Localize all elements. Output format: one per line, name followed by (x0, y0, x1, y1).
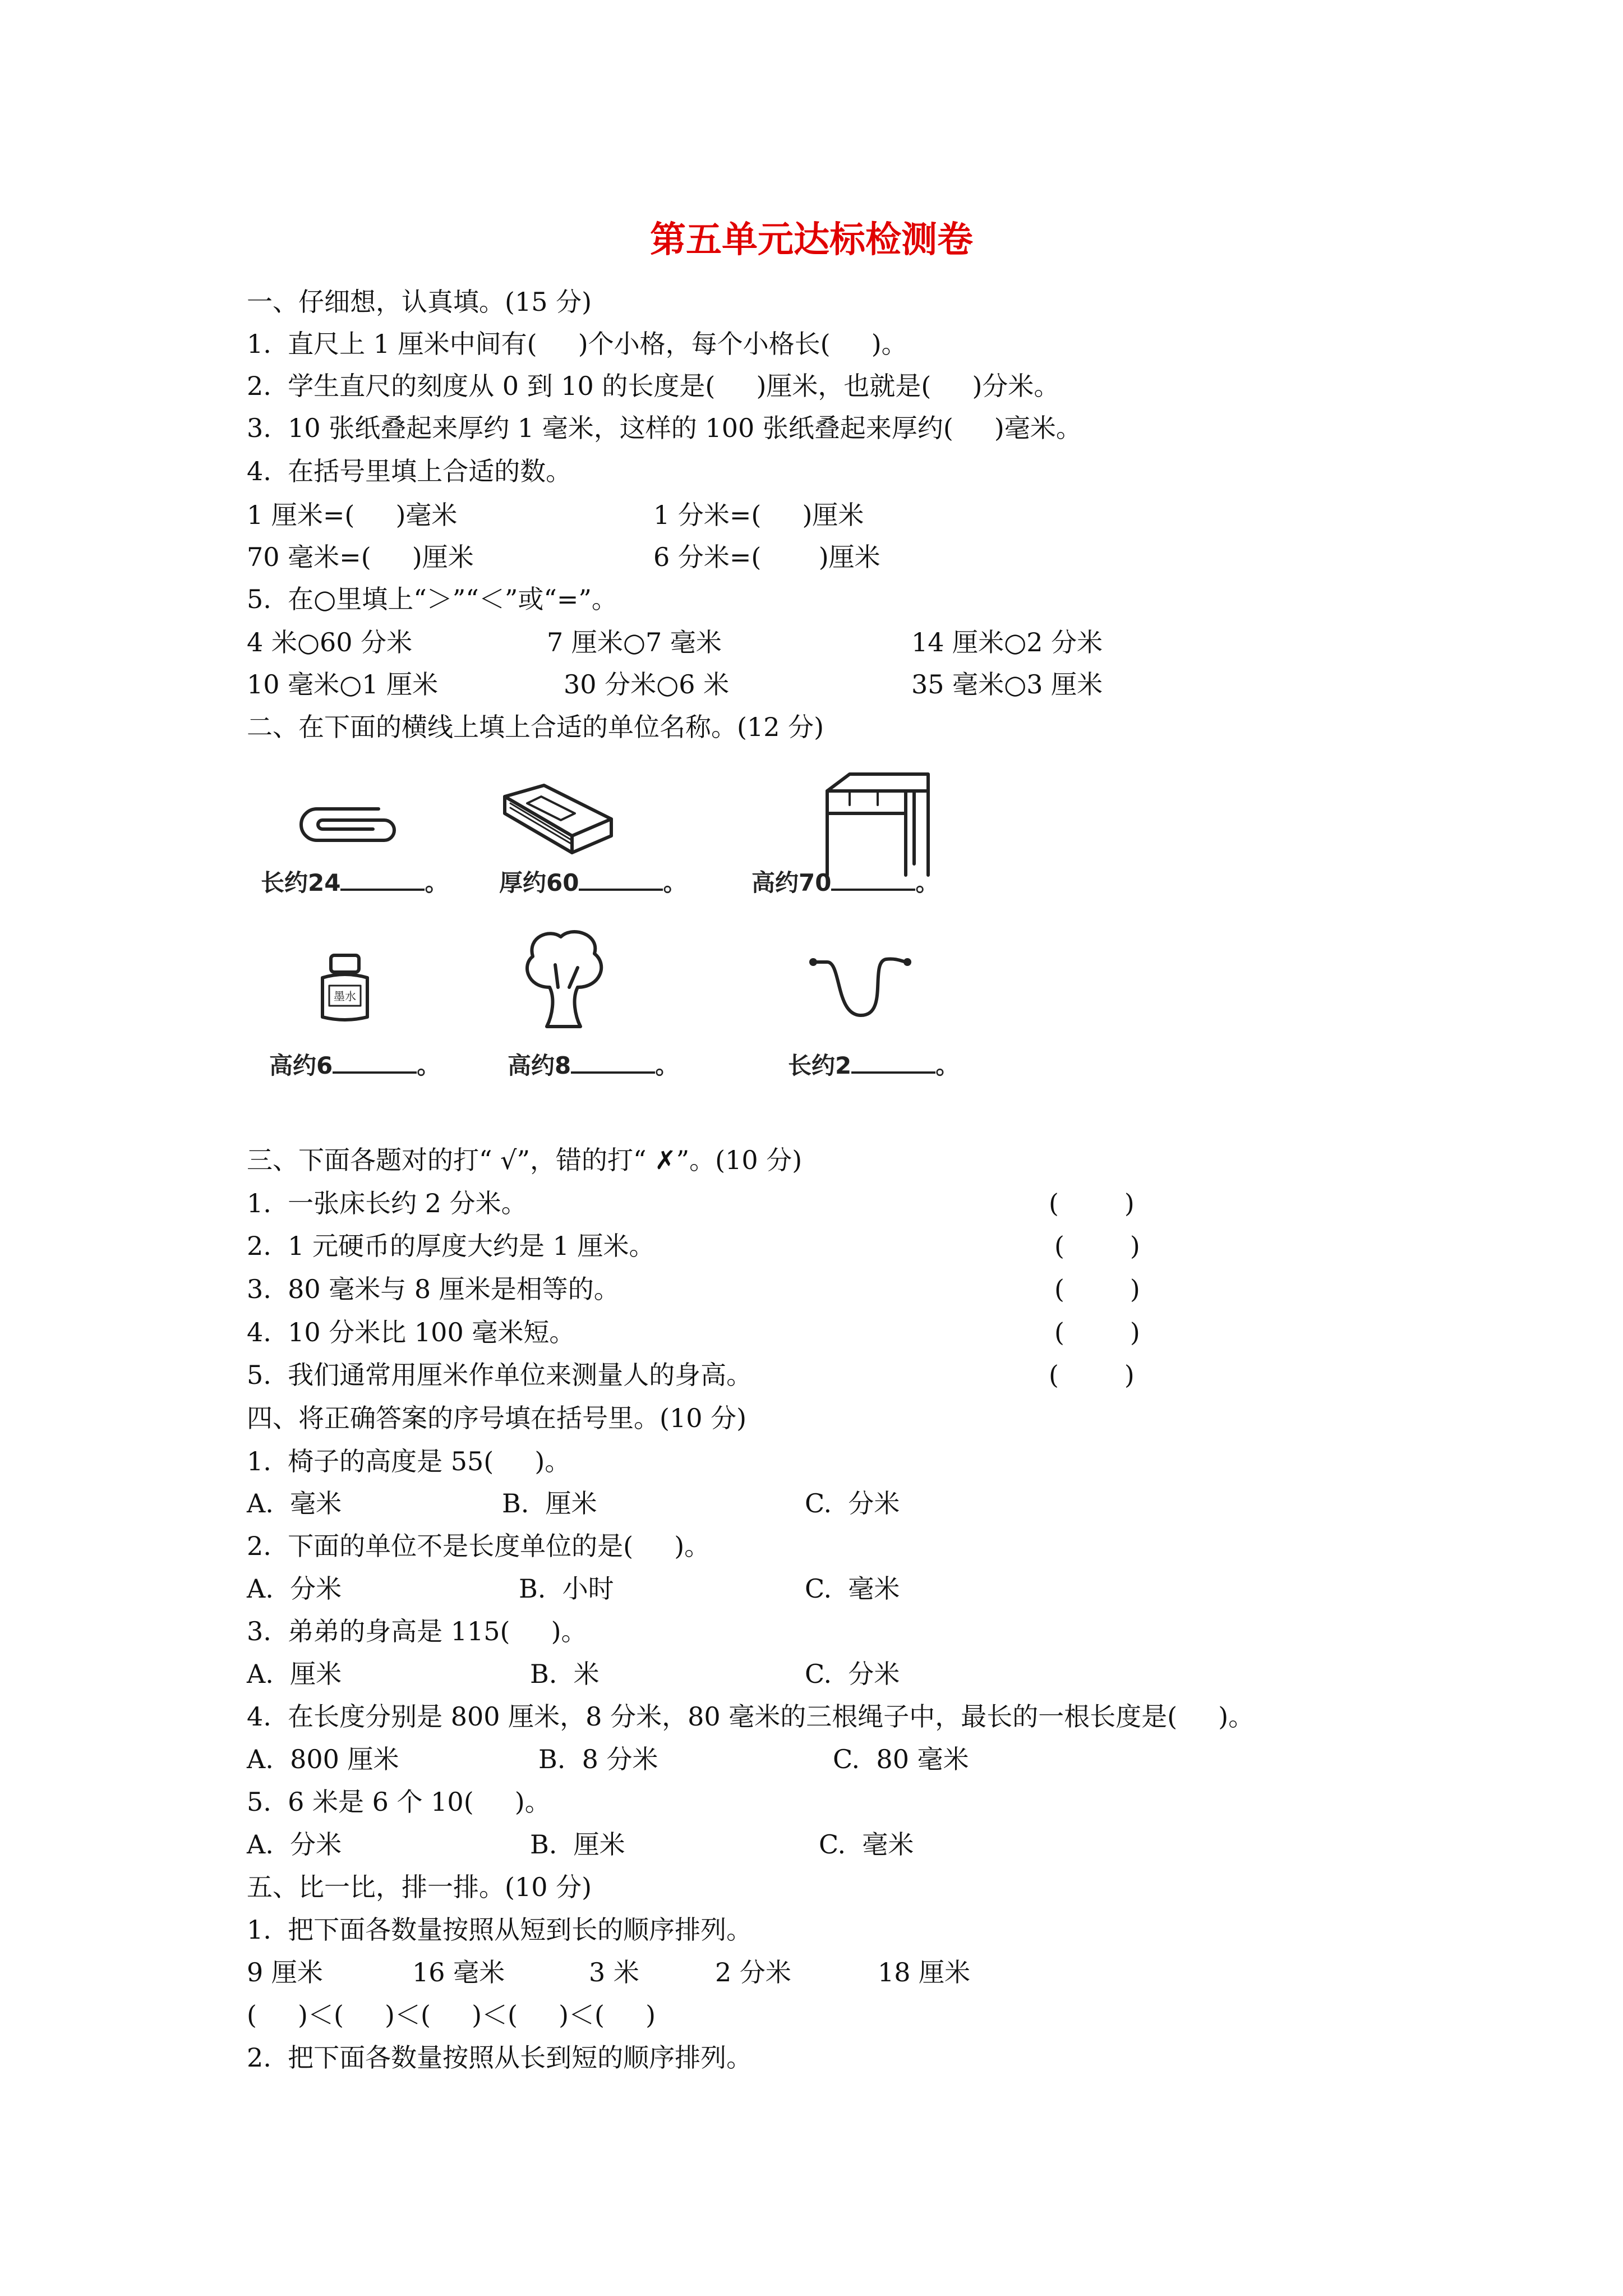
question-text: 2. 学生直尺的刻度从 0 到 10 的长度是( )厘米，也就是( )分米。 (247, 371, 1060, 401)
judge-paren[interactable]: ( ) (1054, 1231, 1140, 1261)
section-5-heading: 五、比一比，排一排。(10 分) (247, 1872, 592, 1902)
judge-paren[interactable]: ( ) (1049, 1360, 1135, 1390)
section-3-heading: 三、下面各题对的打“ √”，错的打“ ✗”。(10 分) (247, 1145, 803, 1175)
caption-table: 高约70 。 (751, 869, 939, 896)
option-c[interactable]: C. 毫米 (819, 1829, 914, 1860)
judge-item: 3. 80 毫米与 8 厘米是相等的。 (247, 1274, 620, 1304)
option-b[interactable]: B. 小时 (519, 1573, 614, 1604)
sort-item: 3 米 (589, 1957, 639, 1987)
answer-blank[interactable] (340, 869, 425, 891)
sort-item: 16 毫米 (412, 1957, 505, 1987)
sort-answer-row[interactable]: ( )＜( )＜( )＜( )＜( ) (247, 2000, 656, 2030)
compare-item: 7 厘米○7 毫米 (547, 627, 722, 657)
compare-item: 4 米○60 分米 (247, 627, 413, 657)
compare-item: 35 毫米○3 厘米 (911, 669, 1103, 700)
question-text: 3. 10 张纸叠起来厚约 1 毫米，这样的 100 张纸叠起来厚约( )毫米。 (247, 413, 1082, 443)
judge-item: 1. 一张床长约 2 分米。 (247, 1188, 527, 1218)
answer-blank[interactable] (831, 869, 915, 891)
option-b[interactable]: B. 厘米 (530, 1829, 625, 1860)
tree-icon (516, 926, 611, 1032)
section-4-heading: 四、将正确答案的序号填在括号里。(10 分) (247, 1403, 747, 1433)
judge-paren[interactable]: ( ) (1054, 1317, 1140, 1347)
option-c[interactable]: C. 分米 (805, 1488, 900, 1519)
question-text: 5. 在○里填上“＞”“＜”或“=”。 (247, 584, 617, 614)
question-text: 1. 把下面各数量按照从短到长的顺序排列。 (247, 1915, 753, 1945)
option-b[interactable]: B. 米 (530, 1659, 600, 1689)
compare-item: 30 分米○6 米 (564, 669, 730, 700)
option-a[interactable]: A. 分米 (247, 1573, 342, 1604)
fill-item: 70 毫米=( )厘米 (247, 542, 474, 572)
sort-item: 2 分米 (715, 1957, 791, 1987)
book-icon (494, 780, 617, 864)
fill-item: 1 分米=( )厘米 (653, 500, 864, 530)
question-text: 2. 下面的单位不是长度单位的是( )。 (247, 1531, 711, 1561)
table-icon (816, 769, 939, 881)
compare-item: 10 毫米○1 厘米 (247, 669, 439, 700)
section-1-heading: 一、仔细想，认真填。(15 分) (247, 287, 592, 317)
question-text: 3. 弟弟的身高是 115( )。 (247, 1616, 587, 1646)
page-title: 第五单元达标检测卷 (650, 219, 973, 261)
option-c[interactable]: C. 分米 (805, 1659, 900, 1689)
question-text: 2. 把下面各数量按照从长到短的顺序排列。 (247, 2042, 753, 2073)
option-a[interactable]: A. 厘米 (247, 1659, 342, 1689)
option-b[interactable]: B. 厘米 (502, 1488, 597, 1519)
caption-ink: 高约6 。 (269, 1052, 441, 1079)
option-a[interactable]: A. 毫米 (247, 1488, 342, 1519)
question-text: 5. 6 米是 6 个 10( )。 (247, 1787, 551, 1817)
caption-book: 厚约60 。 (499, 869, 687, 896)
judge-paren[interactable]: ( ) (1054, 1274, 1140, 1304)
judge-item: 5. 我们通常用厘米作单位来测量人的身高。 (247, 1360, 753, 1390)
fill-item: 1 厘米=( )毫米 (247, 500, 458, 530)
caption-rope: 长约2 。 (788, 1052, 960, 1079)
option-c[interactable]: C. 毫米 (805, 1573, 900, 1604)
question-text: 1. 椅子的高度是 55( )。 (247, 1446, 571, 1476)
answer-blank[interactable] (851, 1052, 935, 1074)
option-a[interactable]: A. 分米 (247, 1829, 342, 1860)
judge-item: 2. 1 元硬币的厚度大约是 1 厘米。 (247, 1231, 655, 1261)
ink-label: 墨水 (334, 990, 356, 1003)
sort-item: 9 厘米 (247, 1957, 323, 1987)
paperclip-icon (294, 797, 401, 853)
section-2-heading: 二、在下面的横线上填上合适的单位名称。(12 分) (247, 712, 824, 742)
option-c[interactable]: C. 80 毫米 (833, 1744, 969, 1774)
judge-item: 4. 10 分米比 100 毫米短。 (247, 1317, 575, 1347)
option-a[interactable]: A. 800 厘米 (247, 1744, 399, 1774)
compare-item: 14 厘米○2 分米 (911, 627, 1103, 657)
caption-clip: 长约24 。 (261, 869, 449, 896)
rope-icon (808, 948, 914, 1027)
answer-blank[interactable] (333, 1052, 417, 1074)
option-b[interactable]: B. 8 分米 (538, 1744, 658, 1774)
fill-item: 6 分米=( )厘米 (653, 542, 880, 572)
question-text: 1. 直尺上 1 厘米中间有( )个小格，每个小格长( )。 (247, 329, 907, 359)
caption-tree: 高约8 。 (508, 1052, 679, 1079)
sort-item: 18 厘米 (878, 1957, 971, 1987)
question-text: 4. 在括号里填上合适的数。 (247, 456, 572, 486)
ink-bottle-icon (311, 951, 379, 1024)
judge-paren[interactable]: ( ) (1049, 1188, 1135, 1218)
question-text: 4. 在长度分别是 800 厘米，8 分米，80 毫米的三根绳子中，最长的一根长度是( )。 (247, 1701, 1255, 1732)
answer-blank[interactable] (571, 1052, 655, 1074)
answer-blank[interactable] (579, 869, 663, 891)
